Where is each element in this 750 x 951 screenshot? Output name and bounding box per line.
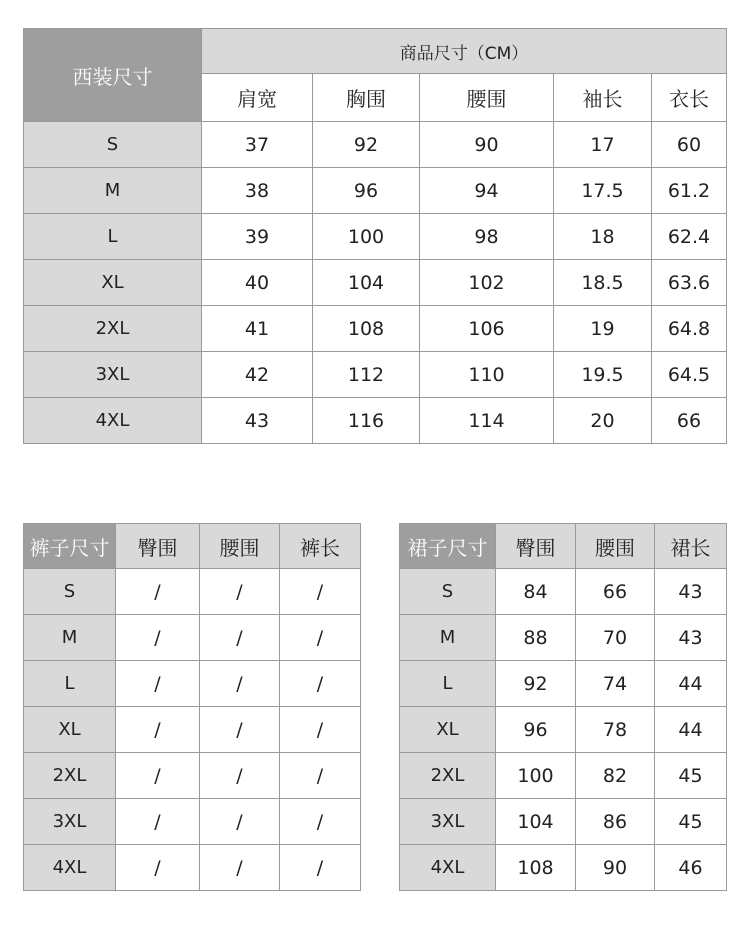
suit-table-row [24,352,727,398]
suit-table-cell: 98 [420,214,554,260]
suit-table-cell: 110 [420,352,554,398]
skirt-size-label: XL [400,707,496,753]
suit-size-label: 3XL [24,352,202,398]
pants-table-cell: / [116,569,200,615]
suit-table-cell: 96 [313,168,420,214]
suit-col-header: 袖长 [554,74,652,122]
suit-table-cell: 102 [420,260,554,306]
skirt-table-cell: 44 [655,707,727,753]
skirt-table-cell: 74 [576,661,655,707]
skirt-corner-header: 裙子尺寸 [400,524,496,569]
skirt-col-header: 裙长 [655,524,727,569]
pants-size-label: M [24,615,116,661]
skirt-table-cell: 86 [576,799,655,845]
suit-table-row [24,168,727,214]
suit-table-row [24,214,727,260]
skirt-table-cell: 96 [496,707,576,753]
skirt-table-row [400,799,727,845]
suit-table-cell: 116 [313,398,420,444]
pants-size-label: 2XL [24,753,116,799]
pants-col-header: 臀围 [116,524,200,569]
skirt-table-row [400,569,727,615]
pants-table-cell: / [116,615,200,661]
suit-table-cell: 42 [202,352,313,398]
pants-table-cell: / [200,661,280,707]
suit-size-label: M [24,168,202,214]
skirt-table-cell: 104 [496,799,576,845]
pants-table-row [24,707,361,753]
skirt-table-cell: 108 [496,845,576,891]
suit-table-cell: 18.5 [554,260,652,306]
pants-table-row [24,845,361,891]
suit-table-cell: 64.8 [652,306,727,352]
skirt-table-cell: 44 [655,661,727,707]
pants-size-label: S [24,569,116,615]
suit-table-cell: 66 [652,398,727,444]
pants-table-cell: / [280,753,361,799]
skirt-table-cell: 100 [496,753,576,799]
suit-table-cell: 17 [554,122,652,168]
suit-group-header: 商品尺寸（CM） [202,29,727,74]
pants-table-cell: / [280,661,361,707]
suit-table-cell: 61.2 [652,168,727,214]
pants-table-cell: / [116,845,200,891]
pants-table-cell: / [200,753,280,799]
suit-table-row [24,306,727,352]
suit-table-cell: 19 [554,306,652,352]
pants-table-cell: / [280,615,361,661]
suit-table-cell: 63.6 [652,260,727,306]
skirt-table-cell: 90 [576,845,655,891]
suit-col-header: 胸围 [313,74,420,122]
suit-table-cell: 41 [202,306,313,352]
skirt-table-cell: 45 [655,799,727,845]
pants-table-cell: / [116,661,200,707]
pants-col-header: 腰围 [200,524,280,569]
skirt-size-label: 4XL [400,845,496,891]
pants-table-row [24,615,361,661]
suit-table-cell: 37 [202,122,313,168]
pants-size-label: XL [24,707,116,753]
pants-table-cell: / [200,799,280,845]
suit-table-cell: 19.5 [554,352,652,398]
suit-table-cell: 106 [420,306,554,352]
pants-table-cell: / [116,799,200,845]
skirt-table-cell: 92 [496,661,576,707]
skirt-size-label: 3XL [400,799,496,845]
suit-col-header: 腰围 [420,74,554,122]
suit-table-cell: 92 [313,122,420,168]
skirt-table-cell: 82 [576,753,655,799]
suit-table-cell: 112 [313,352,420,398]
suit-table-cell: 39 [202,214,313,260]
skirt-table-cell: 43 [655,569,727,615]
skirt-size-table [399,523,727,891]
suit-table-cell: 38 [202,168,313,214]
skirt-table-body [400,569,727,891]
pants-size-label: 3XL [24,799,116,845]
pants-size-label: 4XL [24,845,116,891]
suit-table-cell: 94 [420,168,554,214]
suit-table-cell: 90 [420,122,554,168]
suit-size-label: 2XL [24,306,202,352]
skirt-table-row [400,661,727,707]
suit-table-row [24,260,727,306]
pants-size-label: L [24,661,116,707]
pants-table-cell: / [280,799,361,845]
suit-table-cell: 60 [652,122,727,168]
skirt-size-label: S [400,569,496,615]
suit-table-cell: 18 [554,214,652,260]
skirt-table-cell: 45 [655,753,727,799]
suit-size-label: XL [24,260,202,306]
skirt-table-cell: 43 [655,615,727,661]
pants-corner-header: 裤子尺寸 [24,524,116,569]
suit-size-table [23,28,727,444]
pants-col-header: 裤长 [280,524,361,569]
pants-table-row [24,569,361,615]
pants-table-cell: / [200,845,280,891]
suit-table-cell: 43 [202,398,313,444]
suit-table-cell: 17.5 [554,168,652,214]
suit-table-cell: 100 [313,214,420,260]
suit-size-label: L [24,214,202,260]
suit-table-cell: 104 [313,260,420,306]
pants-table-cell: / [200,615,280,661]
pants-table-row [24,661,361,707]
pants-table-row [24,799,361,845]
skirt-size-label: 2XL [400,753,496,799]
pants-table-cell: / [116,707,200,753]
pants-table-row [24,753,361,799]
skirt-table-row [400,753,727,799]
pants-table-cell: / [116,753,200,799]
suit-size-label: S [24,122,202,168]
suit-table-row [24,398,727,444]
skirt-size-label: L [400,661,496,707]
suit-col-header: 肩宽 [202,74,313,122]
skirt-table-row [400,707,727,753]
suit-table-row [24,122,727,168]
pants-table-cell: / [200,569,280,615]
suit-table-cell: 20 [554,398,652,444]
pants-table-body [24,569,361,891]
suit-table-cell: 114 [420,398,554,444]
skirt-table-row [400,845,727,891]
pants-table-cell: / [200,707,280,753]
pants-table-cell: / [280,569,361,615]
suit-table-cell: 62.4 [652,214,727,260]
suit-table-cell: 108 [313,306,420,352]
suit-size-label: 4XL [24,398,202,444]
skirt-col-header: 腰围 [576,524,655,569]
pants-table-cell: / [280,845,361,891]
skirt-table-cell: 88 [496,615,576,661]
suit-table-cell: 64.5 [652,352,727,398]
pants-table-cell: / [280,707,361,753]
skirt-table-cell: 70 [576,615,655,661]
suit-col-header: 衣长 [652,74,727,122]
suit-table-cell: 40 [202,260,313,306]
skirt-table-cell: 84 [496,569,576,615]
suit-table-body [24,122,727,444]
skirt-table-cell: 46 [655,845,727,891]
skirt-size-label: M [400,615,496,661]
skirt-col-header: 臀围 [496,524,576,569]
suit-corner-header: 西装尺寸 [24,29,202,122]
skirt-table-cell: 78 [576,707,655,753]
skirt-table-cell: 66 [576,569,655,615]
pants-size-table [23,523,361,891]
skirt-table-row [400,615,727,661]
